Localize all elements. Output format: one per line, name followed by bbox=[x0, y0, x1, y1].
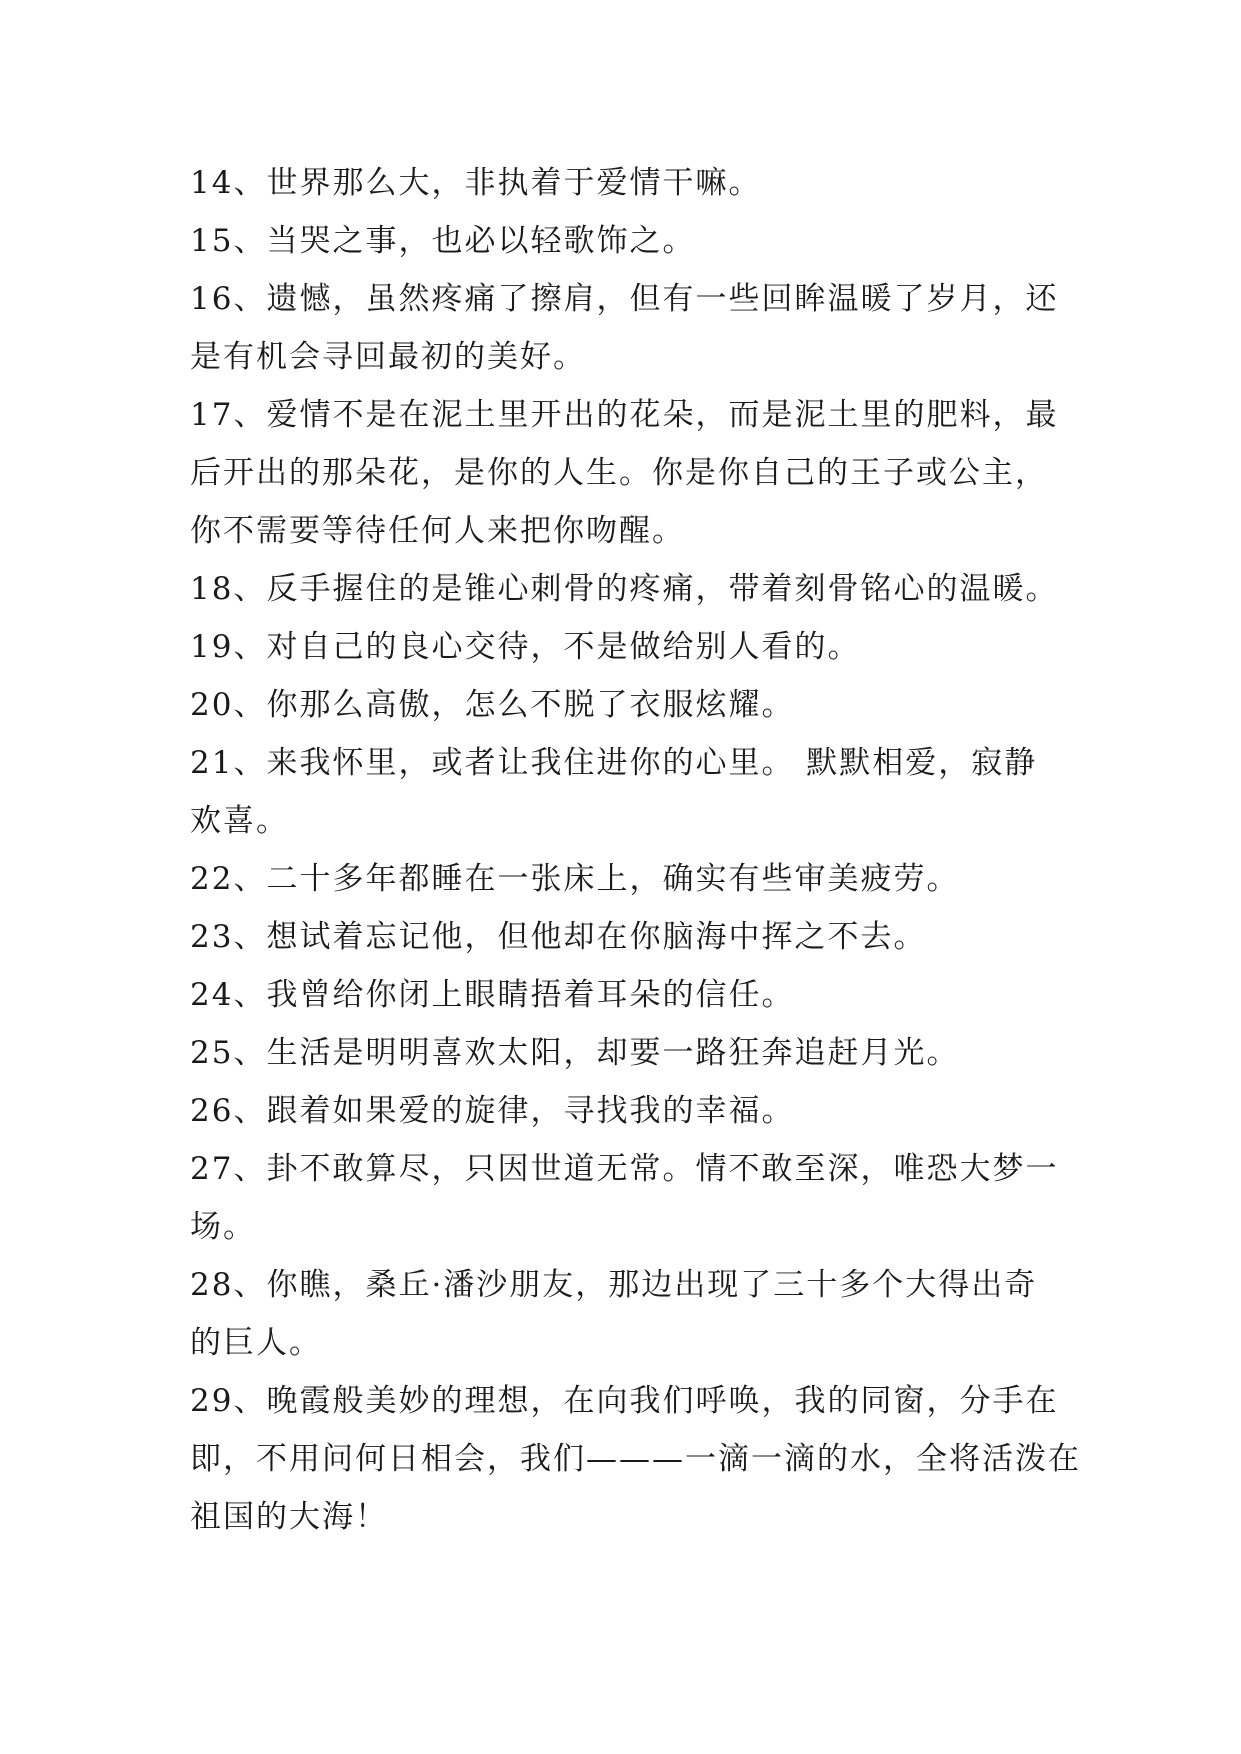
document-body bbox=[190, 154, 1090, 1546]
text-line: 即，不用问何日相会，我们———一滴一滴的水，全将活泼在 bbox=[190, 1441, 1081, 1477]
text-line: 27、卦不敢算尽，只因世道无常。情不敢至深，唯恐大梦一 bbox=[190, 1151, 1059, 1187]
text-line: 26、跟着如果爱的旋律，寻找我的幸福。 bbox=[190, 1093, 795, 1129]
text-line: 17、爱情不是在泥土里开出的花朵，而是泥土里的肥料，最 bbox=[190, 397, 1059, 433]
text-line: 25、生活是明明喜欢太阳，却要一路狂奔追赶月光。 bbox=[190, 1035, 960, 1071]
text-line: 15、当哭之事，也必以轻歌饰之。 bbox=[190, 223, 696, 259]
text-line: 24、我曾给你闭上眼睛捂着耳朵的信任。 bbox=[190, 977, 795, 1013]
text-line: 14、世界那么大，非执着于爱情干嘛。 bbox=[190, 165, 762, 201]
text-line: 21、来我怀里，或者让我住进你的心里。 默默相爱，寂静 bbox=[190, 745, 1038, 781]
text-line: 22、二十多年都睡在一张床上，确实有些审美疲劳。 bbox=[190, 861, 960, 897]
text-line: 祖国的大海！ bbox=[190, 1499, 388, 1535]
text-line: 19、对自己的良心交待，不是做给别人看的。 bbox=[190, 629, 861, 665]
text-line: 18、反手握住的是锥心刺骨的疼痛，带着刻骨铭心的温暖。 bbox=[190, 571, 1059, 607]
text-line: 20、你那么高傲，怎么不脱了衣服炫耀。 bbox=[190, 687, 795, 723]
text-line: 的巨人。 bbox=[190, 1325, 322, 1361]
text-line: 你不需要等待任何人来把你吻醒。 bbox=[190, 513, 685, 549]
text-line: 是有机会寻回最初的美好。 bbox=[190, 339, 586, 375]
text-line: 23、想试着忘记他，但他却在你脑海中挥之不去。 bbox=[190, 919, 927, 955]
text-line: 16、遗憾，虽然疼痛了擦肩，但有一些回眸温暖了岁月，还 bbox=[190, 281, 1059, 317]
text-line: 场。 bbox=[190, 1209, 256, 1245]
text-line: 28、你瞧，桑丘·潘沙朋友，那边出现了三十多个大得出奇 bbox=[190, 1267, 1038, 1303]
text-line: 29、晚霞般美妙的理想，在向我们呼唤，我的同窗，分手在 bbox=[190, 1383, 1059, 1419]
text-line: 后开出的那朵花，是你的人生。你是你自己的王子或公主， bbox=[190, 455, 1048, 491]
text-line: 欢喜。 bbox=[190, 803, 289, 839]
